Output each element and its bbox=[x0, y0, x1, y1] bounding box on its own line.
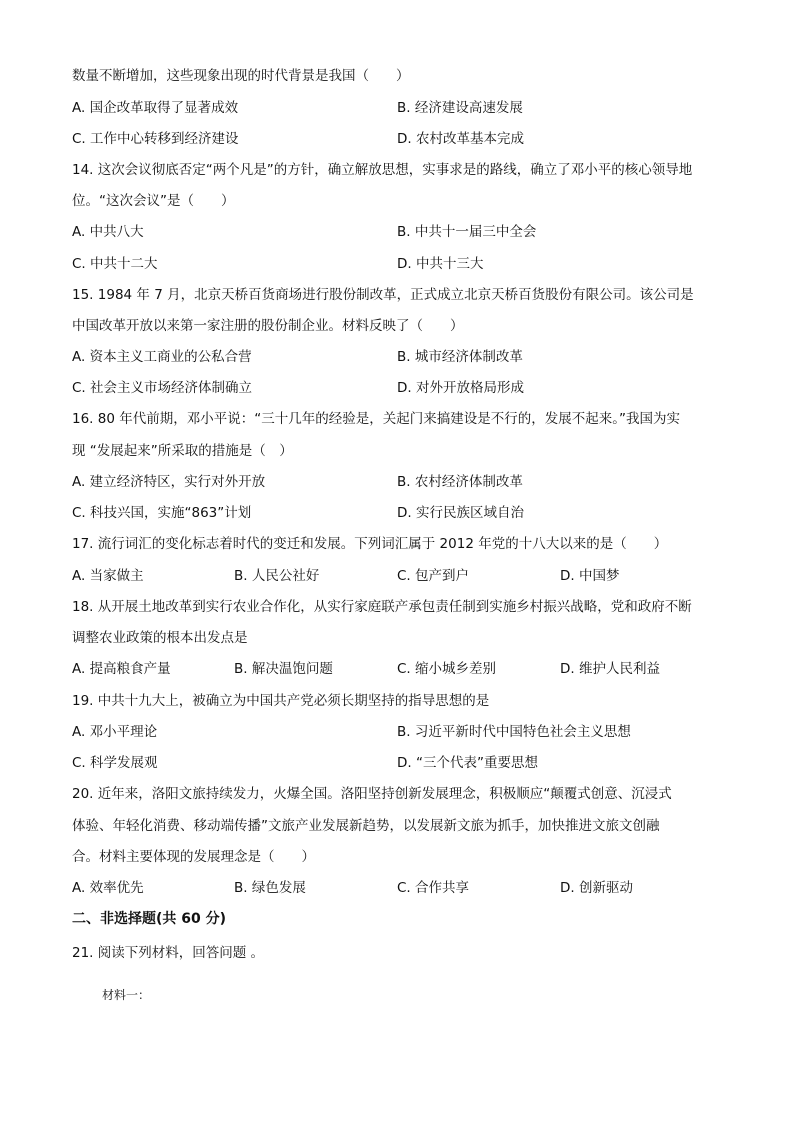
q18-option-d: D. 维护人民利益 bbox=[560, 661, 660, 677]
q20-option-d: D. 创新驱动 bbox=[560, 880, 633, 896]
q18-option-a: A. 提高粮食产量 bbox=[72, 661, 171, 677]
q20-option-a: A. 效率优先 bbox=[72, 880, 144, 896]
q14-option-b: B. 中共十一届三中全会 bbox=[397, 224, 537, 240]
q17-option-b: B. 人民公社好 bbox=[234, 568, 320, 584]
q15-stem-line-2: 中国改革开放以来第一家注册的股份制企业。材料反映了（ ） bbox=[72, 318, 464, 334]
q16-option-d: D. 实行民族区域自治 bbox=[397, 505, 524, 521]
q16-stem-line-2: 现 “发展起来”所采取的措施是（ ） bbox=[72, 443, 293, 459]
material-label: 材料一： bbox=[102, 988, 151, 1002]
q13-option-b: B. 经济建设高速发展 bbox=[397, 100, 523, 116]
q20-stem-line-1: 20. 近年来，洛阳文旅持续发力，火爆全国。洛阳坚持创新发展理念，积极顺应“颠覆式创意、沉浸式 bbox=[72, 786, 672, 802]
q17-option-c: C. 包产到户 bbox=[397, 568, 470, 584]
q17-option-d: D. 中国梦 bbox=[560, 568, 620, 584]
q16-option-c: C. 科技兴国，实施“863”计划 bbox=[72, 505, 252, 521]
q13-option-d: D. 农村改革基本完成 bbox=[397, 131, 524, 147]
q20-option-b: B. 绿色发展 bbox=[234, 880, 306, 896]
q15-option-c: C. 社会主义市场经济体制确立 bbox=[72, 380, 253, 396]
q16-stem-line-1: 16. 80 年代前期，邓小平说：“三十几年的经验是，关起门来搞建设是不行的，发展不起来。”我国为实 bbox=[72, 411, 680, 427]
q19-option-a: A. 邓小平理论 bbox=[72, 724, 158, 740]
q14-stem-line-2: 位。“这次会议”是（ ） bbox=[72, 193, 235, 209]
section-heading: 二、非选择题(共 60 分) bbox=[72, 911, 227, 927]
q20-stem-line-3: 合。材料主要体现的发展理念是（ ） bbox=[72, 849, 315, 865]
q19-option-d: D. “三个代表”重要思想 bbox=[397, 755, 538, 771]
q18-option-c: C. 缩小城乡差别 bbox=[397, 661, 497, 677]
q16-option-b: B. 农村经济体制改革 bbox=[397, 474, 523, 490]
q18-stem-line-1: 18. 从开展土地改革到实行农业合作化，从实行家庭联产承包责任制到实施乡村振兴战略，党和政府不断 bbox=[72, 599, 692, 615]
q17-stem: 17. 流行词汇的变化标志着时代的变迁和发展。下列词汇属于 2012 年党的十八大以来的是（ ） bbox=[72, 536, 668, 552]
q15-option-d: D. 对外开放格局形成 bbox=[397, 380, 524, 396]
q21-stem: 21. 阅读下列材料，回答问题 。 bbox=[72, 945, 265, 961]
q20-stem-line-2: 体验、年轻化消费、移动端传播”文旅产业发展新趋势，以发展新文旅为抓手，加快推进文旅文创融 bbox=[72, 818, 660, 834]
q14-stem-line-1: 14. 这次会议彻底否定“两个凡是”的方针，确立解放思想，实事求是的路线，确立了邓小平的核心领导地 bbox=[72, 162, 693, 178]
q18-stem-line-2: 调整农业政策的根本出发点是 bbox=[72, 630, 248, 646]
q15-option-b: B. 城市经济体制改革 bbox=[397, 349, 523, 365]
q19-stem: 19. 中共十九大上，被确立为中国共产党必须长期坚持的指导思想的是 bbox=[72, 693, 490, 709]
q14-option-d: D. 中共十三大 bbox=[397, 256, 484, 272]
q16-option-a: A. 建立经济特区，实行对外开放 bbox=[72, 474, 266, 490]
q19-option-b: B. 习近平新时代中国特色社会主义思想 bbox=[397, 724, 631, 740]
q15-stem-line-1: 15. 1984 年 7 月，北京天桥百货商场进行股份制改革，正式成立北京天桥百货股份有限公司。该公司是 bbox=[72, 287, 694, 303]
q14-option-c: C. 中共十二大 bbox=[72, 256, 158, 272]
q18-option-b: B. 解决温饱问题 bbox=[234, 661, 333, 677]
q19-option-c: C. 科学发展观 bbox=[72, 755, 158, 771]
q17-option-a: A. 当家做主 bbox=[72, 568, 144, 584]
q20-option-c: C. 合作共享 bbox=[397, 880, 470, 896]
question-13-stem-end: 数量不断增加，这些现象出现的时代背景是我国（ ） bbox=[72, 68, 410, 84]
q14-option-a: A. 中共八大 bbox=[72, 224, 144, 240]
q13-option-c: C. 工作中心转移到经济建设 bbox=[72, 131, 239, 147]
q13-option-a: A. 国企改革取得了显著成效 bbox=[72, 100, 239, 116]
q15-option-a: A. 资本主义工商业的公私合营 bbox=[72, 349, 252, 365]
